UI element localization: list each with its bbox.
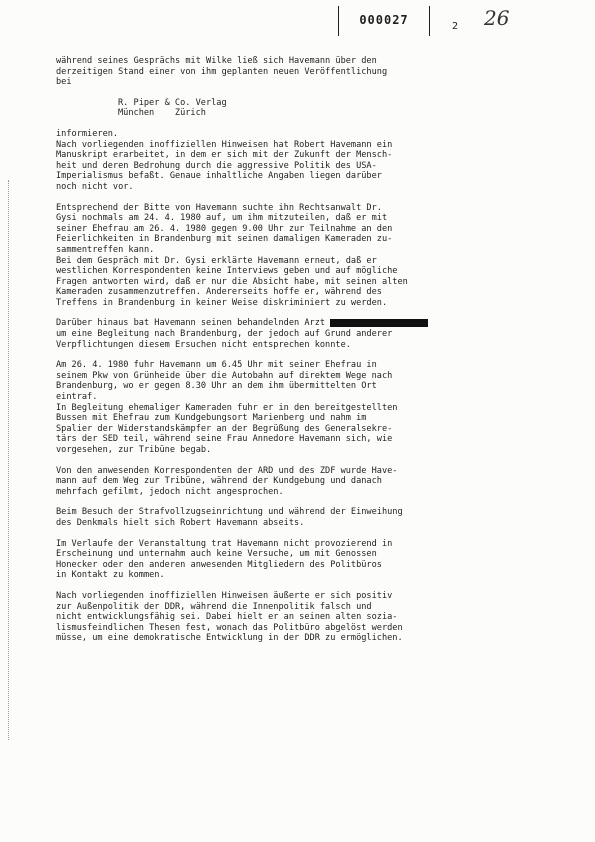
publisher-address: R. Piper & Co. Verlag München Zürich bbox=[118, 97, 227, 119]
paragraph-doctor: Darüber hinaus bat Havemann seinen behandelnden Arzt um eine Begleitung nach Brandenburg, der jedoch auf Grund anderer Verpflichtungen diesem Ersuchen nicht entsprechen konnte. bbox=[56, 318, 591, 350]
document-body bbox=[56, 56, 591, 644]
paragraph-manuscript: informieren. Nach vorliegenden inoffiziellen Hinweisen hat Robert Havemann ein Manuskript erarbeitet, in dem er sich mit der Zukunft der Mensch- heit und deren Bedrohung durch die aggressive Politik des USA- Imperialismus befaßt. Genaue inhaltliche Angaben liegen darüber noch nicht vor. bbox=[56, 128, 393, 192]
paragraph-journey: Am 26. 4. 1980 fuhr Havemann um 6.45 Uhr mit seiner Ehefrau in seinem Pkw von Grünheide über die Autobahn auf direktem Wege nach Brandenburg, wo er gegen 8.30 Uhr an dem ihm übermittelten Ort eintraf. In Begleitung ehemaliger Kameraden fuhr er in den bereitgestellten Bussen mit Ehefrau zum Kundgebungsort Marienberg und nahm im Spalier der Widerstandskämpfer an der Begrüßung des Generalsekre- tärs der SED teil, während seine Frau Annedore Havemann sich, wie vorgesehen, zur Tribüne begab. bbox=[56, 360, 398, 455]
left-margin-marks bbox=[8, 180, 13, 740]
paragraph-politics: Nach vorliegenden inoffiziellen Hinweisen äußerte er sich positiv zur Außenpolitik der DDR, während die Innenpolitik falsch und nicht entwicklungsfähig sei. Dabei hielt er an seinen alten sozia- lismusfeindlichen Thesen fest, wonach das Politbüro abgelöst werden müsse, um eine demokratische Entwicklung in der DDR zu ermöglichen. bbox=[56, 590, 403, 644]
paragraph-prison-visit: Beim Besuch der Strafvollzugseinrichtung und während der Einweihung des Denkmals hielt sich Robert Havemann abseits. bbox=[56, 507, 403, 528]
archive-stamp bbox=[338, 6, 430, 36]
paragraph-conduct: Im Verlaufe der Veranstaltung trat Havemann nicht provozierend in Erscheinung und unternahm auch keine Versuche, um mit Genossen Honecker oder den anderen anwesenden Mitgliedern des Politbüros in Kontakt zu kommen. bbox=[56, 538, 393, 581]
page-number: 2 bbox=[452, 21, 459, 32]
handwritten-folio-number: 26 bbox=[484, 6, 510, 30]
redaction-bar bbox=[330, 319, 428, 327]
archive-number: 000027 bbox=[359, 13, 409, 27]
paragraph-correspondents: Von den anwesenden Korrespondenten der ARD und des ZDF wurde Have- mann auf dem Weg zur Tribüne, während der Kundgebung und danach mehrfach gefilmt, jedoch nicht angesprochen. bbox=[56, 465, 398, 497]
paragraph-lawyer-gysi: Entsprechend der Bitte von Havemann suchte ihn Rechtsanwalt Dr. Gysi nochmals am 24. 4. 1980 auf, um ihm mitzuteilen, daß er mit seiner Ehefrau am 26. 4. 1980 gegen 9.00 Uhr zur Teilnahme an den Feierlichkeiten in Brandenburg mit seinen damaligen Kameraden zu- sammentreffen kann. Bei dem Gespräch mit Dr. Gysi erklärte Havemann erneut, daß er westlichen Korrespondenten keine Interviews geben und auf mögliche Fragen antworten wird, daß er nur die Absicht habe, mit seinen alten Kameraden zusammenzutreffen. Andererseits hoffe er, während des Treffens in Brandenburg in keiner Weise diskriminiert zu werden. bbox=[56, 202, 408, 308]
paragraph-intro: während seines Gesprächs mit Wilke ließ sich Havemann über den derzeitigen Stand einer von ihm geplanten neuen Veröffentlichung bei bbox=[56, 56, 388, 88]
